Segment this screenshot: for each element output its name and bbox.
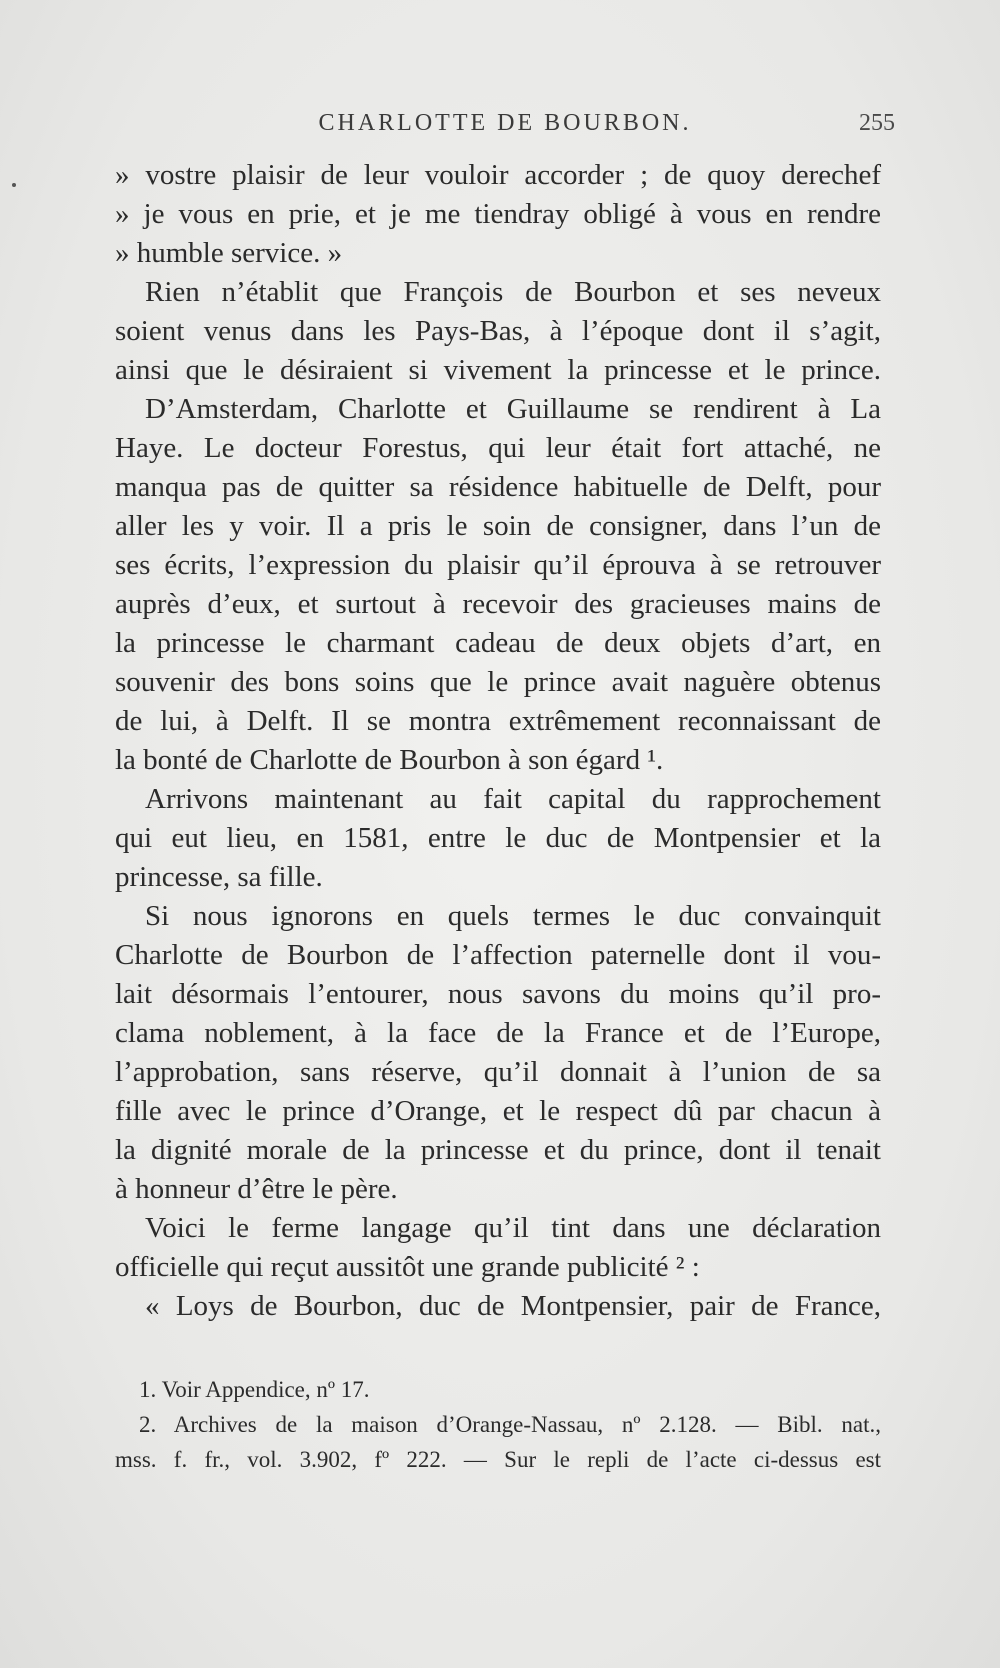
text-line: « Loys de Bourbon, duc de Montpensier, pair de France, [145, 1290, 881, 1322]
text-line: fille avec le prince d’Orange, et le respect dû par chacun à [115, 1095, 881, 1127]
text-line: soient venus dans les Pays-Bas, à l’époque dont il s’agit, [115, 315, 881, 347]
text-line: Charlotte de Bourbon de l’affection paternelle dont il vou- [115, 939, 881, 971]
text-line: Rien n’établit que François de Bourbon et ses neveux [145, 276, 881, 308]
text-line: qui eut lieu, en 1581, entre le duc de Montpensier et la [115, 822, 881, 854]
footnote: mss. f. fr., vol. 3.902, fº 222. — Sur le repli de l’acte ci-dessus est [115, 1447, 881, 1472]
text-line: D’Amsterdam, Charlotte et Guillaume se rendirent à La [145, 393, 881, 425]
running-head [115, 110, 895, 144]
text-line: lait désormais l’entourer, nous savons du moins qu’il pro- [115, 978, 881, 1010]
text-line: la dignité morale de la princesse et du prince, dont il tenait [115, 1134, 881, 1166]
footnote: 1. Voir Appendice, nº 17. [139, 1377, 370, 1402]
page-number: 255 [859, 110, 895, 136]
text-line: clama noblement, à la face de la France et de l’Europe, [115, 1017, 881, 1049]
text-line: aller les y voir. Il a pris le soin de consigner, dans l’un de [115, 510, 881, 542]
speck-mark [12, 183, 16, 187]
text-line: auprès d’eux, et surtout à recevoir des gracieuses mains de [115, 588, 881, 620]
text-line: Haye. Le docteur Forestus, qui leur était fort attaché, ne [115, 432, 881, 464]
footnote: 2. Archives de la maison d’Orange-Nassau, nº 2.128. — Bibl. nat., [139, 1412, 881, 1437]
text-line: princesse, sa fille. [115, 861, 323, 893]
text-line: la bonté de Charlotte de Bourbon à son égard ¹. [115, 744, 664, 776]
text-line: à honneur d’être le père. [115, 1173, 398, 1205]
running-title: CHARLOTTE DE BOURBON. [318, 110, 692, 136]
text-line: manqua pas de quitter sa résidence habituelle de Delft, pour [115, 471, 881, 503]
text-line: la princesse le charmant cadeau de deux objets d’art, en [115, 627, 881, 659]
text-line: Si nous ignorons en quels termes le duc convainquit [145, 900, 881, 932]
text-line: » vostre plaisir de leur vouloir accorder ; de quoy derechef [115, 159, 881, 191]
body-text [115, 156, 881, 1326]
text-line: l’approbation, sans réserve, qu’il donnait à l’union de sa [115, 1056, 881, 1088]
text-line: » je vous en prie, et je me tiendray obligé à vous en rendre [115, 198, 881, 230]
text-line: officielle qui reçut aussitôt une grande publicité ² : [115, 1251, 700, 1283]
text-line: Arrivons maintenant au fait capital du rapprochement [145, 783, 881, 815]
text-line: » humble service. » [115, 237, 343, 269]
text-line: souvenir des bons soins que le prince avait naguère obtenus [115, 666, 881, 698]
footnotes [115, 1372, 881, 1477]
text-line: Voici le ferme langage qu’il tint dans une déclaration [145, 1212, 881, 1244]
text-line: ainsi que le désiraient si vivement la princesse et le prince. [115, 354, 881, 386]
text-line: de lui, à Delft. Il se montra extrêmement reconnaissant de [115, 705, 881, 737]
text-line: ses écrits, l’expression du plaisir qu’il éprouva à se retrouver [115, 549, 881, 581]
